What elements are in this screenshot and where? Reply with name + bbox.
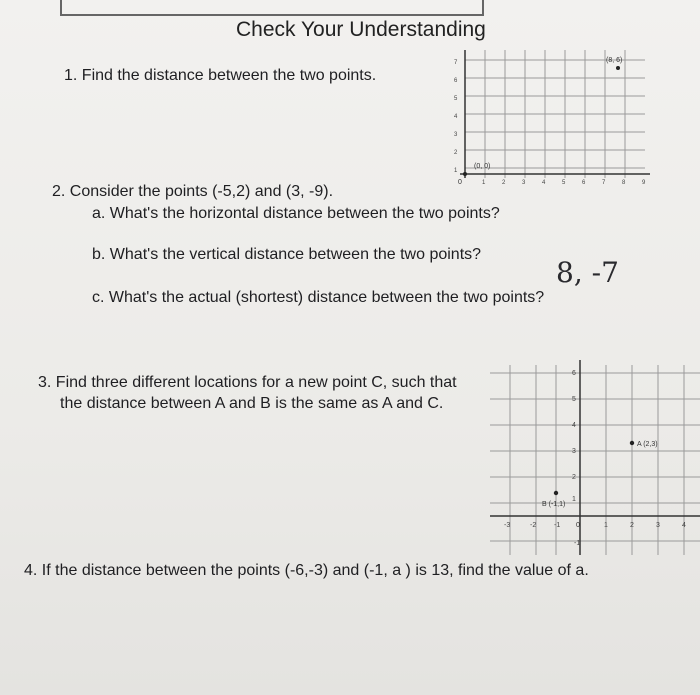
graph-2-y-tick: 5 xyxy=(572,396,576,403)
question-2a: a. What's the horizontal distance between the two points? xyxy=(92,205,500,222)
graph-2-x-tick: 3 xyxy=(656,522,660,529)
graph-2-point-a xyxy=(630,441,634,445)
worksheet-title: Check Your Understanding xyxy=(236,18,486,41)
graph-1-x-tick: 1 xyxy=(482,180,486,186)
graph-1-x-tick: 2 xyxy=(502,180,506,186)
graph-1 xyxy=(440,50,650,190)
graph-1-x-tick: 3 xyxy=(522,180,526,186)
graph-2-y-tick: 6 xyxy=(572,370,576,377)
graph-2-y-tick: 3 xyxy=(572,448,576,455)
graph-1-x-tick: 8 xyxy=(622,180,626,186)
graph-2-x-tick: 4 xyxy=(682,522,686,529)
graph-2-x-tick: -1 xyxy=(554,522,561,529)
graph-2-x-tick: 2 xyxy=(630,522,634,529)
graph-1-origin-point xyxy=(463,172,467,176)
graph-2-point-a-label: A (2,3) xyxy=(637,441,658,448)
question-2c: c. What's the actual (shortest) distance between the two points? xyxy=(92,289,545,306)
question-2b: b. What's the vertical distance between the two points? xyxy=(92,246,482,263)
graph-2-y-tick: -1 xyxy=(574,540,581,547)
graph-1-x-tick: 9 xyxy=(642,180,646,186)
question-4: 4. If the distance between the points (-6,-3) and (-1, a ) is 13, find the value of a. xyxy=(24,562,589,579)
graph-1-far-point xyxy=(616,66,620,70)
graph-1-x-tick: 6 xyxy=(582,180,586,186)
question-3-line-1: 3. Find three different locations for a new point C, such that xyxy=(38,374,457,391)
graph-1-origin-label: (0, 0) xyxy=(474,163,491,170)
top-border-box xyxy=(60,0,484,16)
graph-1-y-tick: 4 xyxy=(454,114,458,120)
graph-2-y-tick: 2 xyxy=(572,474,576,481)
graph-2 xyxy=(490,355,700,555)
graph-1-origin-tick: 0 xyxy=(458,179,462,186)
graph-2-x-tick: 1 xyxy=(604,522,608,529)
graph-1-y-tick: 7 xyxy=(454,60,458,66)
graph-2-x-tick: -2 xyxy=(530,522,537,529)
graph-2-y-tick: 1 xyxy=(572,496,576,503)
graph-1-y-tick: 2 xyxy=(454,150,458,156)
graph-1-y-tick: 3 xyxy=(454,132,458,138)
graph-2-point-b xyxy=(554,491,558,495)
graph-2-y-tick: 4 xyxy=(572,422,576,429)
graph-1-x-tick: 7 xyxy=(602,180,606,186)
graph-1-x-tick: 5 xyxy=(562,180,566,186)
graph-2-x-tick: -3 xyxy=(504,522,511,529)
graph-1-far-label: (8, 6) xyxy=(606,57,623,64)
graph-1-y-tick: 6 xyxy=(454,78,458,84)
graph-1-y-tick: 5 xyxy=(454,96,458,102)
graph-2-origin-tick: 0 xyxy=(576,522,580,529)
question-2: 2. Consider the points (-5,2) and (3, -9). xyxy=(52,183,334,200)
question-1: 1. Find the distance between the two points. xyxy=(64,67,377,84)
question-3-line-2: the distance between A and B is the same as A and C. xyxy=(60,395,444,412)
graph-2-point-b-label: B (-1,1) xyxy=(542,501,566,508)
graph-1-x-tick: 4 xyxy=(542,180,546,186)
handwritten-answer: 8, -7 xyxy=(556,256,619,289)
graph-1-y-tick: 1 xyxy=(454,168,458,174)
